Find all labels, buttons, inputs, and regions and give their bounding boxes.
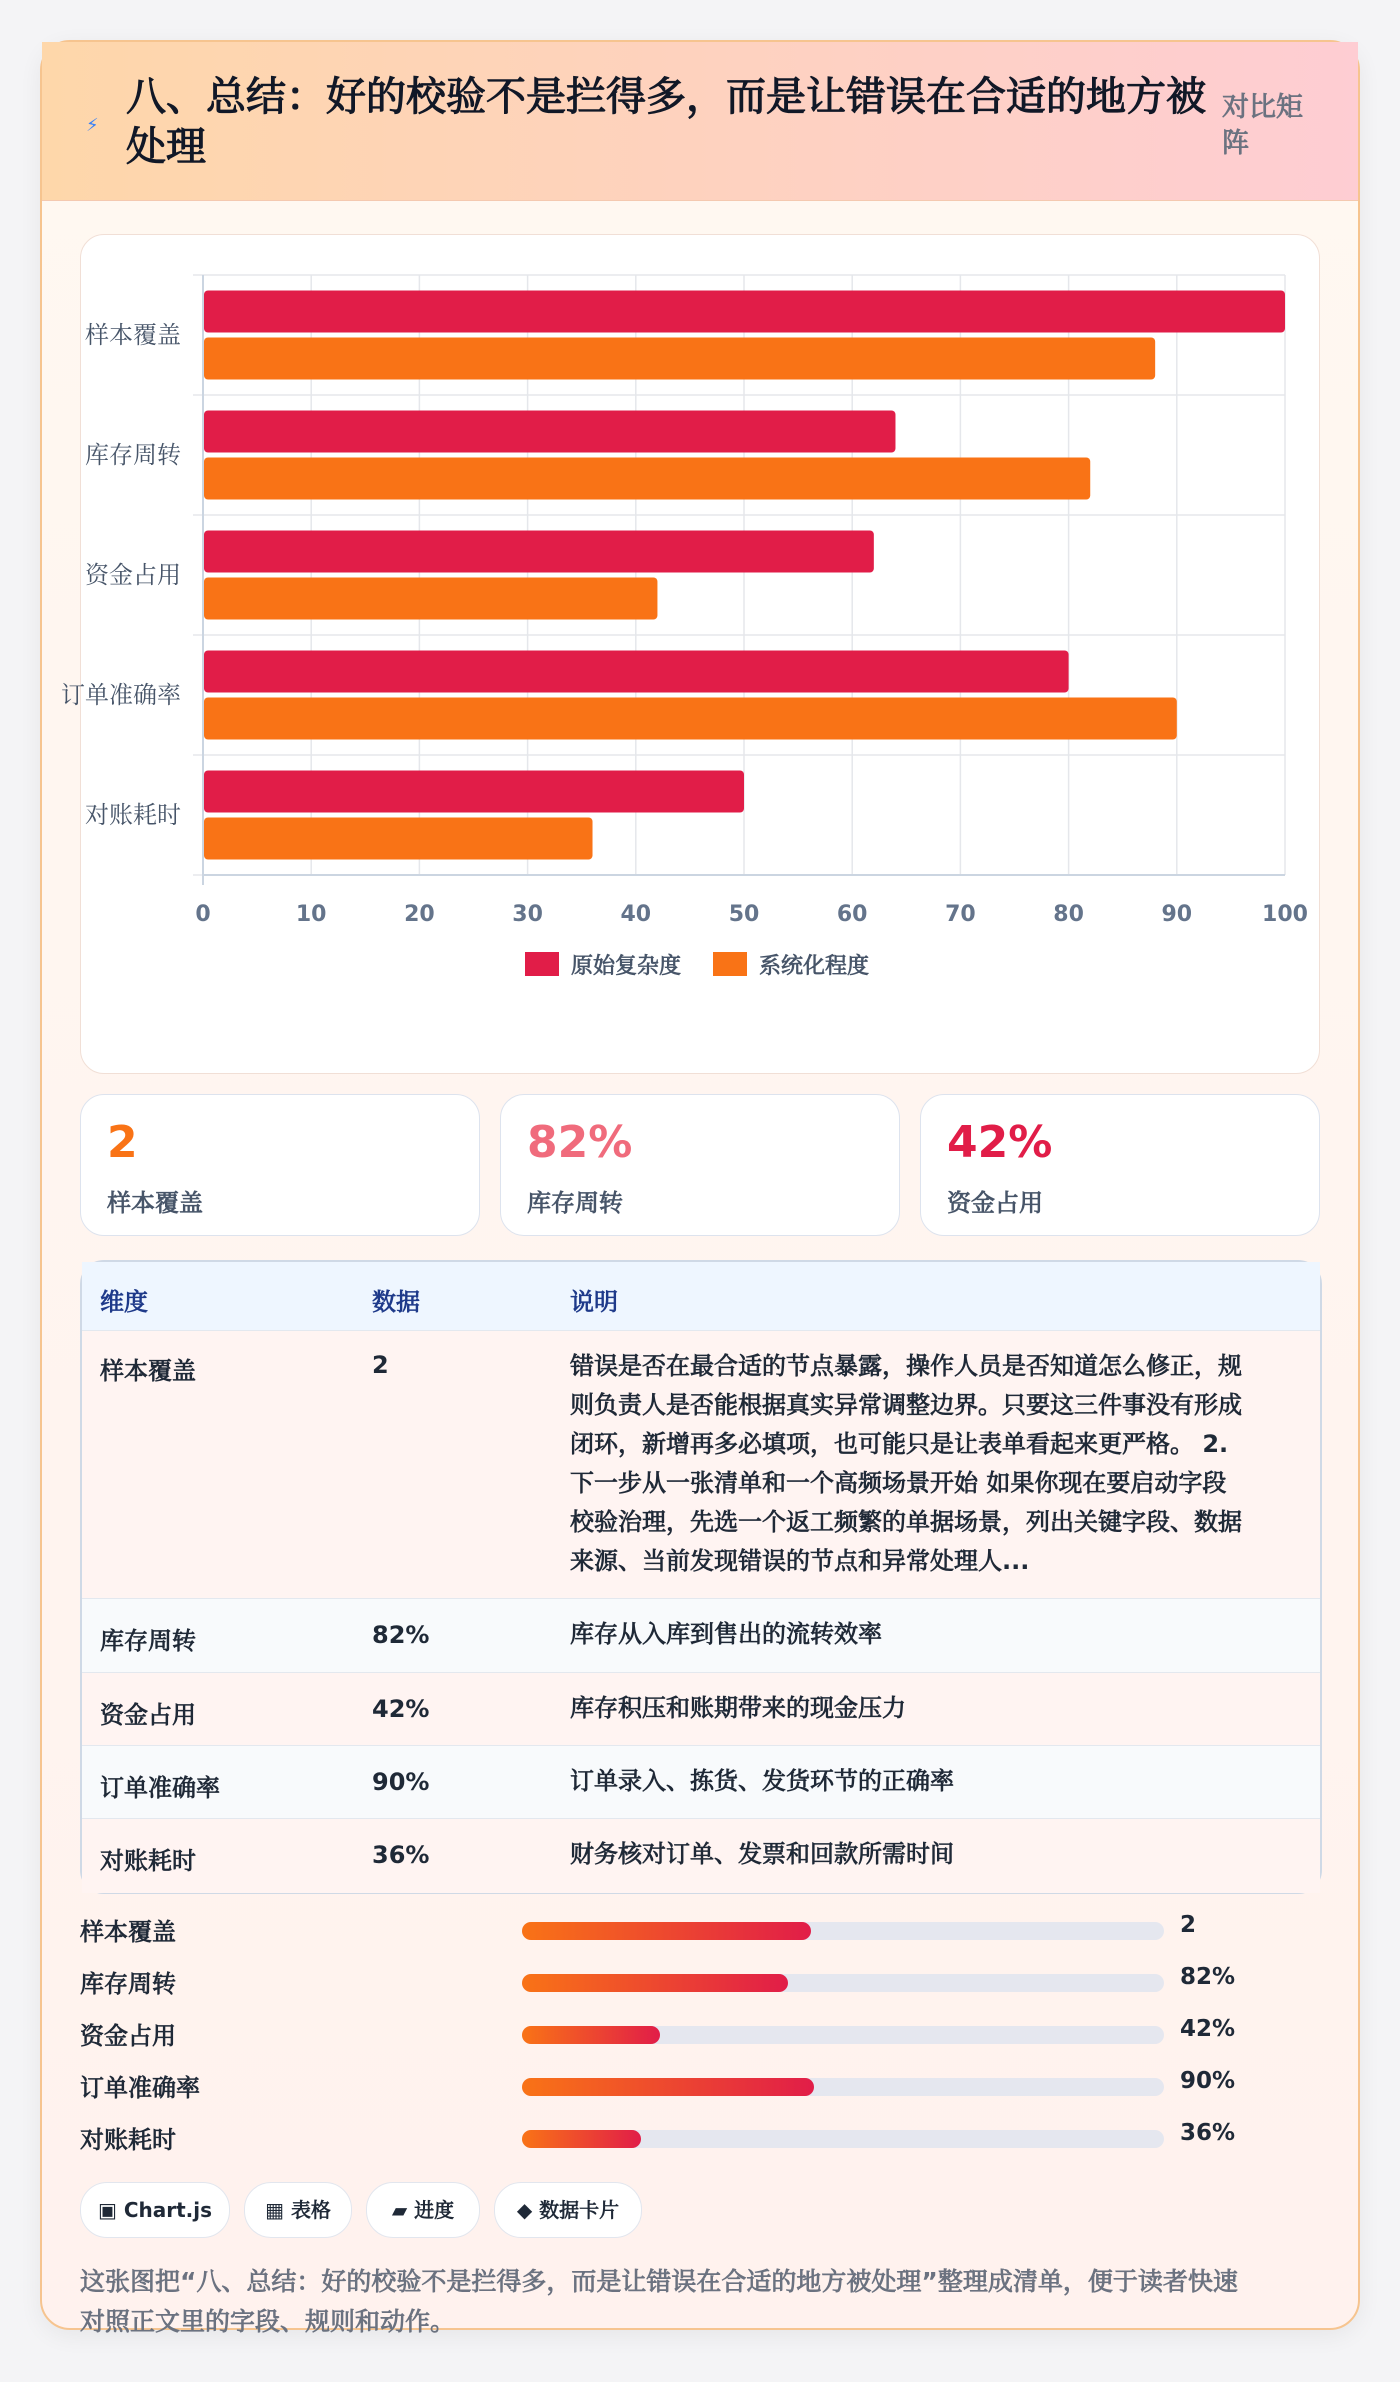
progress-value: 2 bbox=[1180, 1912, 1197, 1938]
progress-row bbox=[80, 1954, 1318, 2006]
column-header: 数据 bbox=[372, 1288, 420, 1316]
cell-data: 42% bbox=[372, 1695, 430, 1723]
bar-system bbox=[204, 698, 1177, 740]
table-row bbox=[82, 1330, 1320, 1599]
bar-raw bbox=[204, 411, 895, 453]
stat-label: 库存周转 bbox=[527, 1189, 623, 1217]
stat-label: 资金占用 bbox=[947, 1189, 1043, 1217]
progress-row bbox=[80, 1902, 1318, 1954]
stat-label: 样本覆盖 bbox=[107, 1189, 203, 1217]
table-row bbox=[82, 1672, 1320, 1746]
chip-4[interactable] bbox=[494, 2182, 642, 2238]
legend-swatch bbox=[713, 952, 747, 976]
description-line: 错误是否在最合适的节点暴露，操作人员是否知道怎么修正，规 bbox=[570, 1352, 1242, 1380]
cell-data: 2 bbox=[372, 1351, 389, 1379]
progress-label: 订单准确率 bbox=[80, 2074, 200, 2102]
stat-card bbox=[500, 1094, 900, 1236]
cell-dimension: 对账耗时 bbox=[100, 1847, 196, 1875]
table-header-row bbox=[82, 1262, 1320, 1330]
progress-fill bbox=[522, 1974, 788, 1992]
description-line: 库存积压和账期带来的现金压力 bbox=[570, 1694, 906, 1722]
progress-row bbox=[80, 2058, 1318, 2110]
page-title: 八、总结：好的校验不是拦得多，而是让错误在合适的地方被处理 bbox=[126, 74, 1206, 170]
progress-label: 库存周转 bbox=[80, 1970, 176, 1998]
progress-label: 对账耗时 bbox=[80, 2126, 176, 2154]
description-line: 则负责人是否能根据真实异常调整边界。只要这三件事没有形成 bbox=[570, 1391, 1242, 1419]
progress-track bbox=[522, 1974, 1164, 1992]
cell-data: 36% bbox=[372, 1841, 430, 1869]
chip-1[interactable] bbox=[80, 2182, 230, 2238]
chip-label: 表格 bbox=[290, 2198, 331, 2222]
stat-card bbox=[80, 1094, 480, 1236]
summary-card bbox=[40, 40, 1360, 2336]
tick-label: 40 bbox=[620, 902, 652, 927]
progress-value: 36% bbox=[1180, 2120, 1236, 2146]
tick-label: 30 bbox=[512, 902, 543, 927]
lightning-icon: ⚡ bbox=[86, 115, 99, 136]
progress-value: 42% bbox=[1180, 2016, 1236, 2042]
progress-label: 样本覆盖 bbox=[80, 1918, 176, 1946]
description-line: 闭环，新增再多必填项，也可能只是让表单看起来更严格。 2. bbox=[570, 1430, 1229, 1458]
bar-system bbox=[204, 578, 657, 620]
category-label: 库存周转 bbox=[85, 441, 181, 469]
type-tag: 对比矩阵 bbox=[1222, 92, 1303, 159]
chip-icon: ▰ bbox=[391, 2198, 408, 2222]
chip-label: Chart.js bbox=[123, 2198, 213, 2222]
chip-icon: ◆ bbox=[516, 2198, 533, 2222]
description-line: 下一步从一张清单和一个高频场景开始 如果你现在要启动字段 bbox=[570, 1469, 1227, 1497]
table-row bbox=[82, 1745, 1320, 1819]
chip-2[interactable] bbox=[244, 2182, 352, 2238]
chip-3[interactable] bbox=[366, 2182, 480, 2238]
chip-label: 进度 bbox=[414, 2198, 455, 2222]
stat-card bbox=[920, 1094, 1320, 1236]
progress-label: 资金占用 bbox=[80, 2022, 176, 2050]
cell-description bbox=[570, 1347, 1300, 1581]
description-line: 来源、当前发现错误的节点和异常处理人... bbox=[570, 1547, 1030, 1575]
tick-label: 90 bbox=[1161, 902, 1193, 927]
table-row bbox=[82, 1818, 1320, 1893]
tick-label: 70 bbox=[945, 902, 976, 927]
bar-raw bbox=[204, 651, 1069, 693]
category-label: 资金占用 bbox=[85, 561, 181, 589]
tick-label: 50 bbox=[728, 902, 760, 927]
bar-system bbox=[204, 338, 1155, 380]
bar-raw bbox=[204, 531, 874, 573]
progress-track bbox=[522, 2130, 1164, 2148]
stat-value: 2 bbox=[107, 1117, 138, 1168]
progress-fill bbox=[522, 2078, 814, 2096]
progress-row bbox=[80, 2006, 1318, 2058]
progress-fill bbox=[522, 1922, 811, 1940]
bar-chart bbox=[61, 235, 1319, 1073]
caption bbox=[80, 2262, 1320, 2342]
description-line: 订单录入、拣货、发货环节的正确率 bbox=[570, 1767, 954, 1795]
progress-fill bbox=[522, 2130, 641, 2148]
column-header: 维度 bbox=[100, 1288, 148, 1316]
category-label: 订单准确率 bbox=[61, 681, 181, 709]
chart-panel bbox=[61, 234, 1320, 1074]
tick-label: 60 bbox=[836, 902, 868, 927]
progress-value: 82% bbox=[1180, 1964, 1236, 1990]
cell-dimension: 资金占用 bbox=[100, 1701, 196, 1729]
progress-track bbox=[522, 1922, 1164, 1940]
tick-label: 100 bbox=[1262, 902, 1308, 927]
cell-description bbox=[570, 1689, 1300, 1728]
progress-track bbox=[522, 2078, 1164, 2096]
bar-raw bbox=[204, 771, 744, 813]
cell-dimension: 库存周转 bbox=[100, 1627, 196, 1655]
legend-label: 系统化程度 bbox=[759, 954, 870, 979]
progress-fill bbox=[522, 2026, 660, 2044]
cell-data: 82% bbox=[372, 1621, 430, 1649]
bar-system bbox=[204, 458, 1090, 500]
cell-description bbox=[570, 1762, 1300, 1801]
progress-row bbox=[80, 2110, 1318, 2162]
chip-icon: ▣ bbox=[97, 2198, 117, 2222]
chip-icon: ▦ bbox=[265, 2198, 284, 2222]
chip-label: 数据卡片 bbox=[539, 2198, 620, 2222]
cell-data: 90% bbox=[372, 1768, 430, 1796]
tick-label: 0 bbox=[195, 902, 211, 927]
bar-system bbox=[204, 818, 593, 860]
legend-label: 原始复杂度 bbox=[571, 954, 682, 979]
progress-value: 90% bbox=[1180, 2068, 1236, 2094]
table-row bbox=[82, 1598, 1320, 1673]
stat-value: 82% bbox=[527, 1117, 633, 1168]
description-line: 财务核对订单、发票和回款所需时间 bbox=[570, 1840, 954, 1868]
data-table bbox=[80, 1260, 1322, 1894]
progress-list bbox=[80, 1902, 1318, 2172]
cell-description bbox=[570, 1615, 1300, 1654]
tick-label: 20 bbox=[404, 902, 435, 927]
cell-dimension: 样本覆盖 bbox=[100, 1357, 196, 1385]
stat-value: 42% bbox=[947, 1117, 1053, 1168]
category-label: 样本覆盖 bbox=[85, 321, 181, 349]
tick-label: 80 bbox=[1053, 902, 1084, 927]
category-label: 对账耗时 bbox=[85, 801, 181, 829]
description-line: 校验治理，先选一个返工频繁的单据场景，列出关键字段、数据 bbox=[570, 1508, 1242, 1536]
column-header: 说明 bbox=[570, 1288, 618, 1316]
card-header bbox=[42, 42, 1358, 201]
caption-line: 这张图把“八、总结：好的校验不是拦得多，而是让错误在合适的地方被处理”整理成清单，便于读者快速 bbox=[80, 2267, 1238, 2296]
bar-raw bbox=[204, 291, 1285, 333]
caption-line: 对照正文里的字段、规则和动作。 bbox=[80, 2307, 456, 2336]
description-line: 库存从入库到售出的流转效率 bbox=[570, 1620, 882, 1648]
tick-label: 10 bbox=[295, 902, 327, 927]
legend-swatch bbox=[525, 952, 559, 976]
cell-description bbox=[570, 1835, 1300, 1874]
progress-track bbox=[522, 2026, 1164, 2044]
cell-dimension: 订单准确率 bbox=[100, 1774, 220, 1802]
